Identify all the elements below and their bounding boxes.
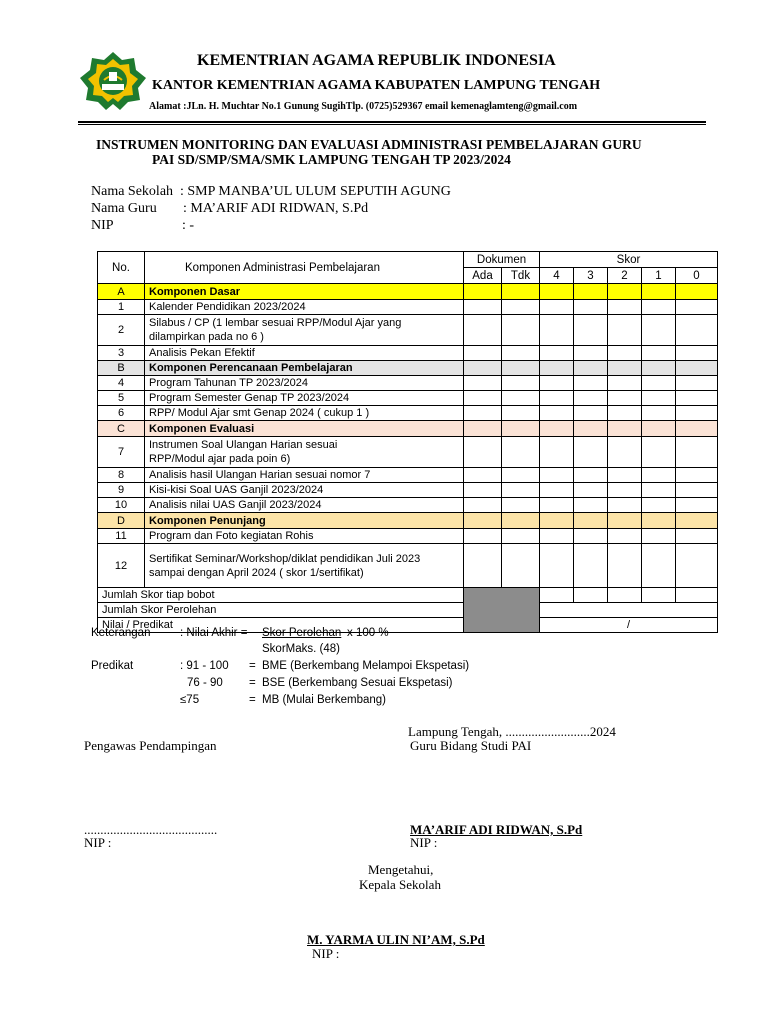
section-row-b <box>98 361 718 376</box>
kepala-title: Kepala Sekolah <box>359 877 441 892</box>
col-header-skor-2: 2 <box>608 268 642 284</box>
keterangan-label: Keterangan <box>91 627 151 639</box>
col-header-skor-3: 3 <box>574 268 608 284</box>
row-no: 1 <box>98 300 145 315</box>
document-title-line2: PAI SD/SMP/SMA/SMK LAMPUNG TENGAH TP 2023/2024 <box>152 152 511 167</box>
section-row-a <box>98 284 718 300</box>
predikat-label: Predikat <box>91 660 134 672</box>
col-header-skor-1: 1 <box>642 268 676 284</box>
kepala-nip: NIP : <box>312 946 340 961</box>
mengetahui-label: Mengetahui, <box>368 862 434 877</box>
footer-label-nilai: Nilai / Predikat <box>98 618 464 633</box>
predikat-desc-3: MB (Mulai Berkembang) <box>262 694 386 706</box>
section-title: Komponen Evaluasi <box>145 421 464 437</box>
col-header-dokumen: Dokumen <box>464 252 540 268</box>
info-label-teacher: Nama Guru <box>91 201 157 216</box>
row-no: 9 <box>98 483 145 498</box>
row-text: RPP/ Modul Ajar smt Genap 2024 ( cukup 1 ) <box>145 406 464 421</box>
footer-row-bobot <box>98 588 718 603</box>
kepala-name: M. YARMA ULIN NI’AM, S.Pd <box>307 932 485 947</box>
table-row <box>98 544 718 588</box>
row-no: 12 <box>98 544 145 588</box>
row-no: 11 <box>98 529 145 544</box>
info-value-teacher: : MA’ARIF ADI RIDWAN, S.Pd <box>183 201 369 216</box>
row-no: 3 <box>98 346 145 361</box>
kemenag-logo <box>78 50 148 112</box>
predikat-eq-3: = <box>249 694 256 706</box>
section-title: Komponen Dasar <box>145 284 464 300</box>
table-row <box>98 498 718 513</box>
col-header-skor: Skor <box>540 252 718 268</box>
col-header-no: No. <box>98 252 145 284</box>
row-no: 6 <box>98 406 145 421</box>
predikat-eq-1: = <box>249 660 256 672</box>
predikat-eq-2: = <box>249 677 256 689</box>
col-header-skor-4: 4 <box>540 268 574 284</box>
section-title: Komponen Penunjang <box>145 513 464 529</box>
section-code: A <box>98 284 145 300</box>
col-header-skor-0: 0 <box>676 268 718 284</box>
table-row <box>98 346 718 361</box>
row-text: Analisis hasil Ulangan Harian sesuai nomor 7 <box>145 468 464 483</box>
row-no: 4 <box>98 376 145 391</box>
predikat-range-3: ≤75 <box>180 694 200 706</box>
row-text: Analisis Pekan Efektif <box>145 346 464 361</box>
footer-slash: / <box>540 618 718 633</box>
info-value-school: : SMP MANBA’UL ULUM SEPUTIH AGUNG <box>180 184 451 199</box>
row-no: 8 <box>98 468 145 483</box>
info-value-nip: : - <box>182 218 195 233</box>
formula-denominator: SkorMaks. (48) <box>262 643 340 655</box>
section-row-c <box>98 421 718 437</box>
row-text: Kisi-kisi Soal UAS Ganjil 2023/2024 <box>145 483 464 498</box>
guru-title: Guru Bidang Studi PAI <box>410 738 532 753</box>
header-rule-thin <box>78 124 706 125</box>
footer-row-perolehan <box>98 603 718 618</box>
place-date: Lampung Tengah, ..........................2024 <box>408 724 616 739</box>
table-row <box>98 315 718 346</box>
header-ministry: KEMENTRIAN AGAMA REPUBLIK INDONESIA <box>197 52 556 69</box>
section-code: D <box>98 513 145 529</box>
table-row <box>98 391 718 406</box>
row-no: 5 <box>98 391 145 406</box>
info-label-nip: NIP <box>91 218 114 233</box>
footer-label-perolehan: Jumlah Skor Perolehan <box>98 603 464 618</box>
row-text: Program Semester Genap TP 2023/2024 <box>145 391 464 406</box>
row-text: Analisis nilai UAS Ganjil 2023/2024 <box>145 498 464 513</box>
section-title: Komponen Perencanaan Pembelajaran <box>145 361 464 376</box>
row-text: Instrumen Soal Ulangan Harian sesuai RPP/Modul ajar pada poin 6) <box>145 437 464 468</box>
document-title-line1: INSTRUMEN MONITORING DAN EVALUASI ADMINISTRASI PEMBELAJARAN GURU <box>96 137 642 152</box>
guru-name: MA’ARIF ADI RIDWAN, S.Pd <box>410 822 583 837</box>
row-text: Program Tahunan TP 2023/2024 <box>145 376 464 391</box>
section-code: C <box>98 421 145 437</box>
row-text: Silabus / CP (1 lembar sesuai RPP/Modul Ajar yang dilampirkan pada no 6 ) <box>145 315 464 346</box>
table-row <box>98 300 718 315</box>
row-text: Sertifikat Seminar/Workshop/diklat pendidikan Juli 2023 sampai dengan April 2024 ( skor 1/sertifikat) <box>145 544 464 588</box>
predikat-desc-2: BSE (Berkembang Sesuai Ekspetasi) <box>262 677 453 689</box>
formula-prefix: : Nilai Akhir = <box>180 627 248 639</box>
section-code: B <box>98 361 145 376</box>
gray-block <box>464 588 540 633</box>
footer-label-bobot: Jumlah Skor tiap bobot <box>98 588 464 603</box>
section-row-d <box>98 513 718 529</box>
formula-numerator: Skor Perolehan <box>262 627 342 639</box>
pengawas-title: Pengawas Pendampingan <box>84 738 217 753</box>
pengawas-nip: NIP : <box>84 835 112 850</box>
header-rule <box>78 121 706 123</box>
info-label-school: Nama Sekolah <box>91 184 174 199</box>
col-header-ada: Ada <box>464 268 502 284</box>
pengawas-name: ......................................... <box>84 822 218 837</box>
table-row <box>98 437 718 468</box>
evaluation-table <box>97 251 718 633</box>
table-row <box>98 529 718 544</box>
header-office: KANTOR KEMENTRIAN AGAMA KABUPATEN LAMPUNG TENGAH <box>152 78 601 93</box>
predikat-range-2: 76 - 90 <box>187 677 223 689</box>
row-text: Program dan Foto kegiatan Rohis <box>145 529 464 544</box>
table-row <box>98 406 718 421</box>
predikat-desc-1: BME (Berkembang Melampoi Ekspetasi) <box>262 660 470 672</box>
row-no: 7 <box>98 437 145 468</box>
col-header-komponen: Komponen Administrasi Pembelajaran <box>145 252 464 284</box>
row-no: 10 <box>98 498 145 513</box>
formula-suffix: x 100 % <box>347 627 389 639</box>
table-row <box>98 483 718 498</box>
guru-nip: NIP : <box>410 835 438 850</box>
table-row <box>98 468 718 483</box>
header-address: Alamat :JLn. H. Muchtar No.1 Gunung SugihTlp. (0725)529367 email kemenaglamteng@gmail.com <box>149 101 578 112</box>
row-no: 2 <box>98 315 145 346</box>
col-header-tdk: Tdk <box>502 268 540 284</box>
row-text: Kalender Pendidikan 2023/2024 <box>145 300 464 315</box>
predikat-range-1: : 91 - 100 <box>180 660 229 672</box>
table-row <box>98 376 718 391</box>
